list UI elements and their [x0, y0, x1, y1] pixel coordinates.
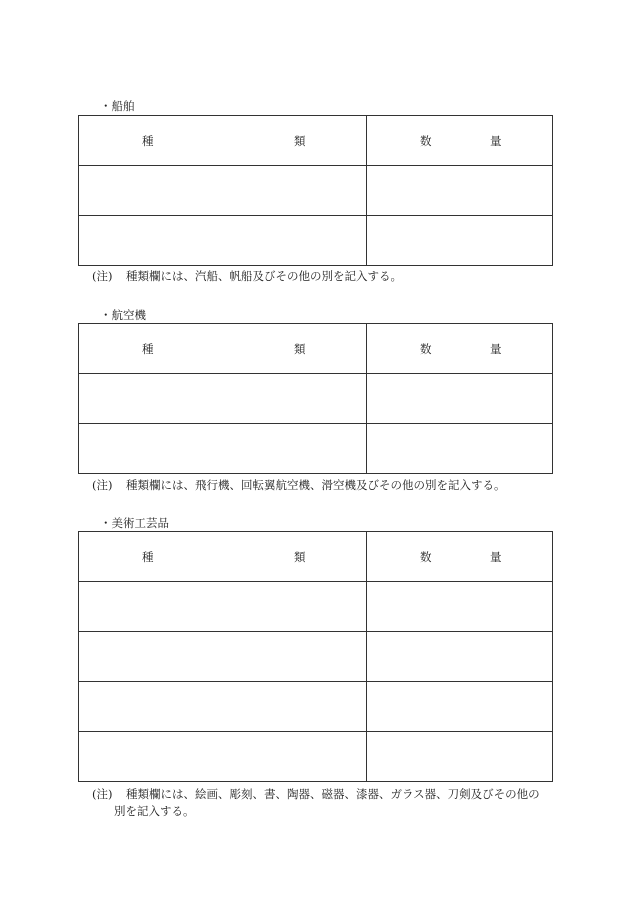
table-row [79, 424, 553, 474]
kind-cell[interactable] [79, 374, 367, 424]
note-text: 種類欄には、絵画、彫刻、書、陶器、磁器、漆器、ガラス器、刀剣及びその他の [126, 787, 540, 801]
kind-cell[interactable] [79, 216, 367, 266]
kind-header-char1: 種 [142, 549, 154, 564]
kind-cell[interactable] [79, 166, 367, 216]
kind-header-char2: 類 [294, 341, 306, 356]
quantity-cell[interactable] [367, 166, 553, 216]
kind-header [79, 116, 367, 166]
quantity-header-char2: 量 [490, 341, 502, 356]
quantity-cell[interactable] [367, 216, 553, 266]
quantity-header-char2: 量 [490, 549, 502, 564]
table-header-row [79, 532, 553, 582]
quantity-header-char2: 量 [490, 133, 502, 148]
table-row [79, 582, 553, 632]
artworks-note [92, 786, 562, 820]
quantity-cell[interactable] [367, 424, 553, 474]
section-title-artworks: ・美術工芸品 [100, 516, 169, 530]
section-title-ships: ・船舶 [100, 99, 135, 113]
note-text: 種類欄には、汽船、帆船及びその他の別を記入する。 [126, 269, 402, 283]
quantity-header [367, 116, 553, 166]
quantity-cell[interactable] [367, 632, 553, 682]
quantity-header-char1: 数 [420, 549, 432, 564]
kind-header [79, 532, 367, 582]
table-row [79, 374, 553, 424]
table-header-row [79, 116, 553, 166]
quantity-header-char1: 数 [420, 133, 432, 148]
kind-cell[interactable] [79, 732, 367, 782]
quantity-cell[interactable] [367, 582, 553, 632]
note-text: 種類欄には、飛行機、回転翼航空機、滑空機及びその他の別を記入する。 [126, 478, 506, 492]
quantity-cell[interactable] [367, 374, 553, 424]
kind-cell[interactable] [79, 682, 367, 732]
quantity-header [367, 532, 553, 582]
kind-cell[interactable] [79, 424, 367, 474]
table-row [79, 732, 553, 782]
kind-header-char1: 種 [142, 341, 154, 356]
kind-header-char2: 類 [294, 133, 306, 148]
artworks-table [78, 531, 553, 782]
section-title-aircraft: ・航空機 [100, 308, 146, 322]
quantity-header [367, 324, 553, 374]
kind-header-char1: 種 [142, 133, 154, 148]
kind-header [79, 324, 367, 374]
aircraft-note [92, 477, 562, 494]
ships-note [92, 268, 562, 285]
aircraft-table [78, 323, 553, 474]
table-row [79, 166, 553, 216]
note-label: (注) [92, 787, 113, 801]
note-text-continued: 別を記入する。 [114, 804, 195, 818]
table-header-row [79, 324, 553, 374]
note-label: (注) [92, 478, 113, 492]
kind-cell[interactable] [79, 582, 367, 632]
quantity-header-char1: 数 [420, 341, 432, 356]
table-row [79, 216, 553, 266]
quantity-cell[interactable] [367, 732, 553, 782]
note-label: (注) [92, 269, 113, 283]
quantity-cell[interactable] [367, 682, 553, 732]
table-row [79, 632, 553, 682]
kind-cell[interactable] [79, 632, 367, 682]
kind-header-char2: 類 [294, 549, 306, 564]
table-row [79, 682, 553, 732]
ships-table [78, 115, 553, 266]
